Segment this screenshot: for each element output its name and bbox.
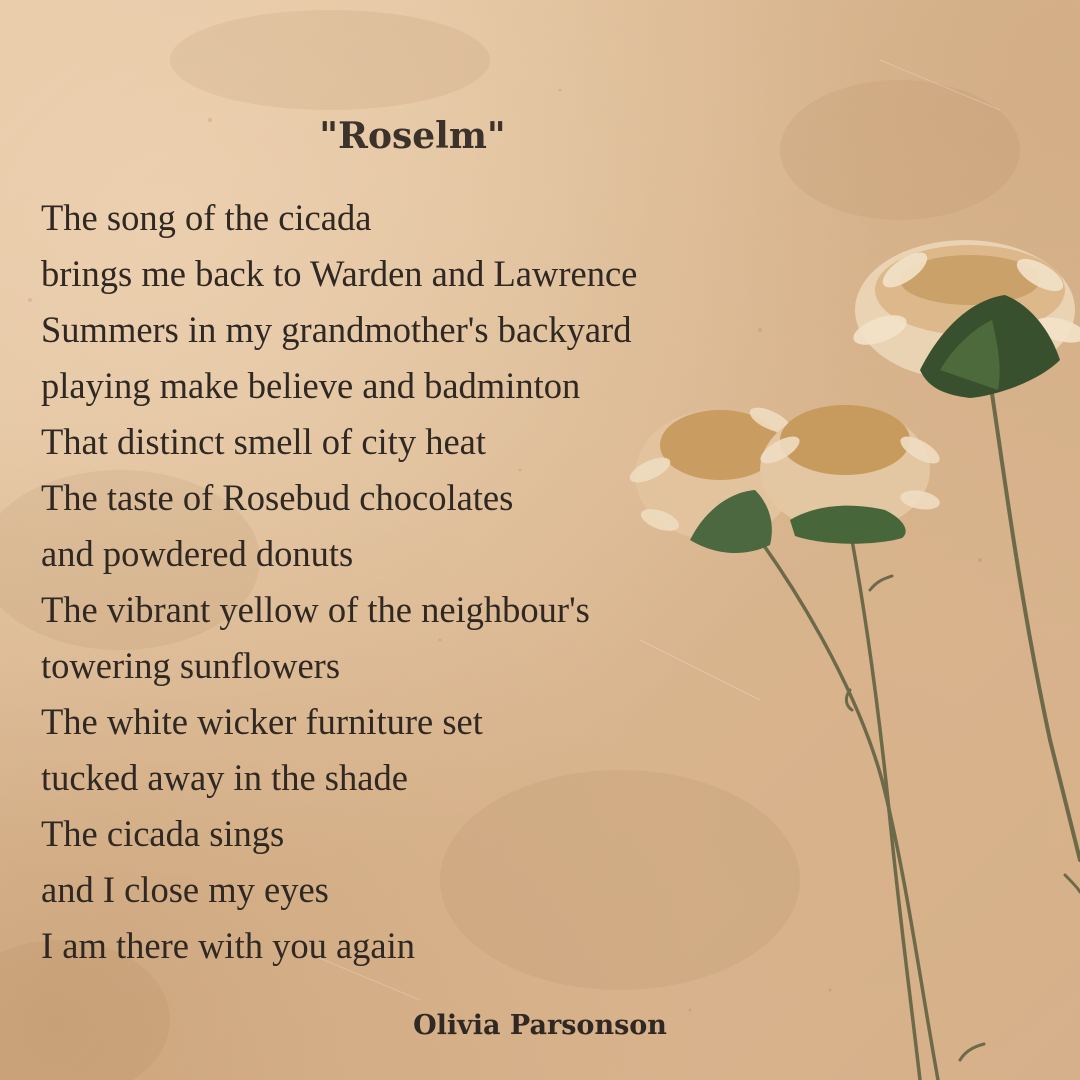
- poem-line: tucked away in the shade: [41, 757, 408, 798]
- poem-line: That distinct smell of city heat: [41, 421, 486, 462]
- poem-line: The taste of Rosebud chocolates: [41, 477, 514, 518]
- poem-line: and I close my eyes: [41, 869, 329, 910]
- poem-line: The cicada sings: [41, 813, 285, 854]
- poem-line: The song of the cicada: [41, 197, 372, 238]
- poem-line: and powdered donuts: [41, 533, 354, 574]
- poem-title: "Roselm": [319, 115, 506, 157]
- dried-flowers-icon: [620, 220, 1080, 1080]
- poem-author: Olivia Parsonson: [413, 1010, 667, 1041]
- poem-body: [41, 190, 637, 974]
- poem-line: brings me back to Warden and Lawrence: [41, 253, 638, 294]
- poem-line: The vibrant yellow of the neighbour's: [41, 589, 590, 630]
- poem-line: The white wicker furniture set: [41, 701, 483, 742]
- poem-line: playing make believe and badminton: [41, 365, 581, 406]
- poem-line: I am there with you again: [41, 925, 416, 966]
- poem-line: towering sunflowers: [41, 645, 341, 686]
- poem-line: Summers in my grandmother's backyard: [41, 309, 632, 350]
